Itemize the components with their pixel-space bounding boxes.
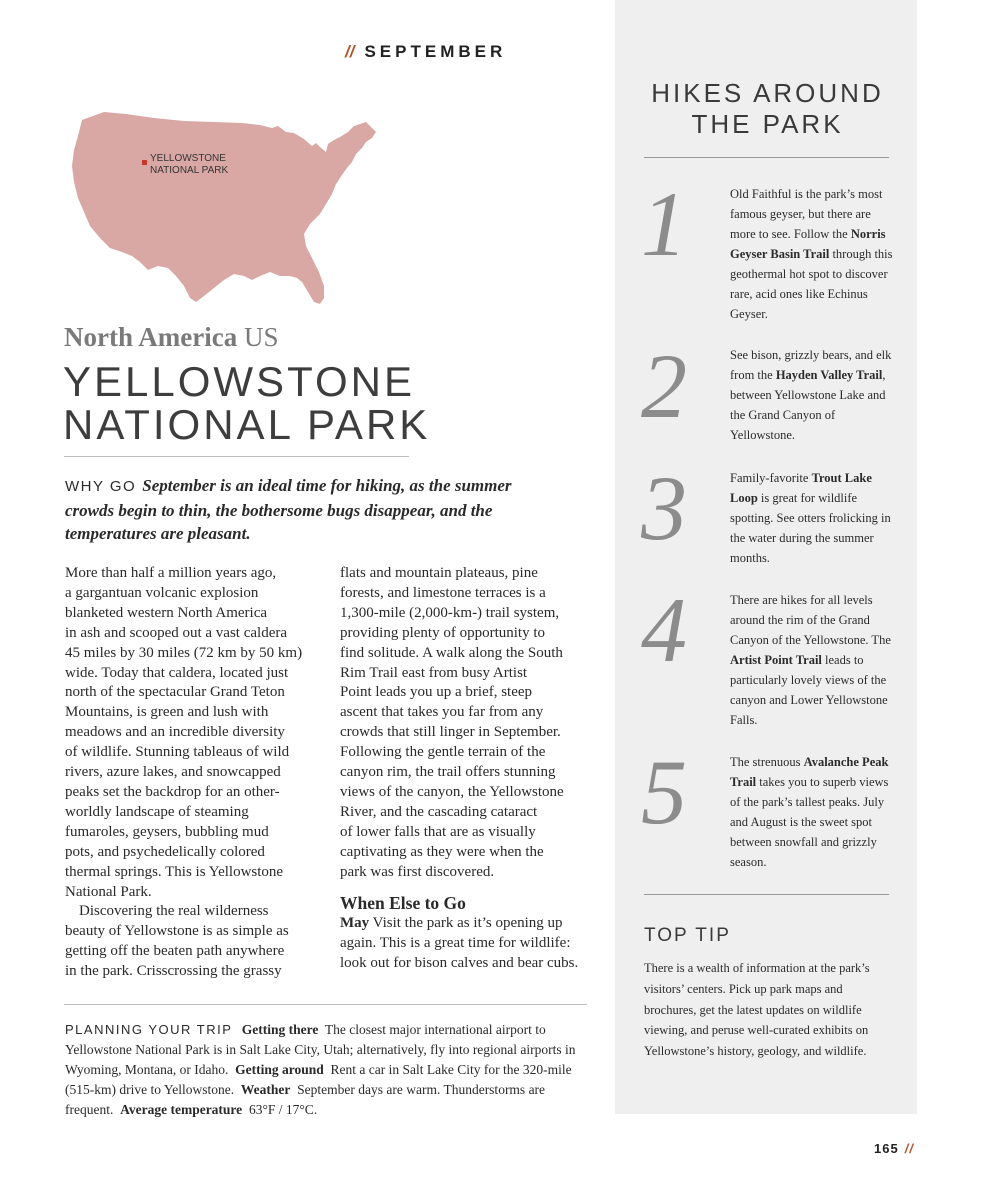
sidebar-divider-bottom [644,894,889,895]
text-line: Following the gentle terrain of the [340,744,546,761]
text-line: getting off the beaten path anywhere [65,943,285,960]
getting-around-text: Rent a car in Salt Lake City for the 320-mile (515-km) drive to Yellowstone. [65,1062,572,1097]
text-line: 45 miles by 30 miles (72 km by 50 km) [65,644,303,661]
country-name: US [243,322,279,352]
hike-text-pre: See bison, grizzly bears, and elk from the [730,348,892,382]
text-line: park was first discovered. [340,863,495,880]
body-column-1 [65,564,315,982]
page-title-line1: YELLOWSTONE [63,358,415,405]
hike-item-3 [730,468,895,568]
text-line: pots, and psychedelically colored [65,843,265,860]
weather-text: September days are warm. Thunderstorms are frequent. [65,1082,546,1117]
header-slashes: // [345,42,355,61]
text-line: meadows and an incredible diversity [65,724,285,741]
text-line: peaks set the backdrop for an other- [65,783,280,800]
hike-number-4: 4 [641,579,687,681]
map-label [150,153,228,177]
text-line: look out for bison calves and bear cubs. [340,955,579,972]
text-line: flats and mountain plateaus, pine [340,565,538,581]
when-month: May [340,915,370,932]
planning-divider [64,1004,587,1005]
text-line: north of the spectacular Grand Teton [65,684,285,701]
hike-trail-name: Artist Point Trail [730,653,822,667]
hike-text-post: takes you to superb views of the park’s tallest peaks. July and August is the sweet spot between snowfall and grizzly season. [730,775,889,869]
region-name: North America [64,322,238,352]
month-label: SEPTEMBER [364,42,507,61]
hike-item-5 [730,752,895,872]
getting-around-label: Getting around [235,1062,324,1077]
getting-there-label: Getting there [241,1022,319,1037]
region-heading [64,322,278,353]
avg-temp-label: Average temperature [120,1102,243,1117]
page-number-slashes: // [904,1141,914,1156]
hike-number-1: 1 [641,173,687,275]
text-line: providing plenty of opportunity to [340,624,545,641]
map-label-line2: NATIONAL PARK [150,165,229,176]
page-number [874,1141,914,1156]
planning-your-trip [65,1020,585,1120]
text-line: crowds that still linger in September. [340,724,561,741]
text-line: forests, and limestone terraces is a [340,584,546,601]
body-column-2 [340,564,592,974]
why-go-intro [65,474,555,546]
why-go-text: September is an ideal time for hiking, as the summer crowds begin to thin, the bothersome bugs disappear, and the temperatures are pleasant. [65,476,512,543]
hike-text-post: through this geothermal hot spot to discover rare, acid ones like Echinus Geyser. [730,247,893,321]
hike-text-post: is great for wildlife spotting. See otters frolicking in the water during the summer months. [730,491,891,565]
hike-trail-name: Hayden Valley Trail [775,368,883,382]
hike-text-pre: Old Faithful is the park’s most famous geyser, but there are more to see. Follow the [730,187,883,241]
top-tip-text: There is a wealth of information at the park’s visitors’ centers. Pick up park maps and brochures, get the latest updates on wildlife viewing, and peruse well-curated exhibits on Yellowstone’s history, geology, and wildlife. [644,961,870,1059]
text-line: More than half a million years ago, [65,565,277,581]
page-title [63,360,430,446]
text-line: worldly landscape of steaming [65,803,249,820]
map-label-line1: YELLOWSTONE [150,153,226,164]
text-line: Point leads you up a brief, steep [340,684,533,701]
hike-trail-name: Avalanche Peak Trail [730,755,889,789]
title-divider [64,456,409,457]
sidebar-divider-top [644,157,889,158]
section-header [345,42,506,62]
hike-item-1 [730,184,895,324]
text-line: again. This is a great time for wildlife: [340,935,571,952]
why-go-label: WHY GO [65,478,137,495]
text-line: River, and the cascading cataract [340,803,538,820]
body-paragraph-2-continued [340,564,592,883]
text-line: blanketed western North America [65,604,268,621]
text-line: of wildlife. Stunning tableaus of wild [65,744,290,761]
page-title-line2: NATIONAL PARK [63,401,431,448]
body-paragraph-2 [65,902,315,982]
hike-text-post: , between Yellowstone Lake and the Grand Canyon of Yellowstone. [730,368,886,442]
text-line: a gargantuan volcanic explosion [65,584,259,601]
text-line: Mountains, is green and lush with [65,704,269,721]
text-line: Discovering the real wilderness [79,903,269,920]
when-else-heading: When Else to Go [340,892,466,913]
text-line: views of the canyon, the Yellowstone [340,783,564,800]
page-number-value: 165 [874,1141,899,1156]
hike-number-2: 2 [641,335,687,437]
text-line: in the park. Crisscrossing the grassy [65,963,282,980]
body-paragraph-1 [65,564,315,902]
sidebar-title [640,78,895,140]
hike-text-pre: There are hikes for all levels around the rim of the Grand Canyon of the Yellowstone. The [730,593,891,647]
text-line: find solitude. A walk along the South [340,644,563,661]
top-tip-heading: TOP TIP [644,925,731,946]
avg-temp-text: 63°F / 17°C. [248,1102,318,1117]
text-line: Visit the park as it’s opening up [369,915,563,932]
text-line: of lower falls that are as visually [340,823,536,840]
us-map-land [72,112,376,304]
hike-number-5: 5 [641,741,687,843]
planning-label: PLANNING YOUR TRIP [65,1022,233,1037]
text-line: fumaroles, geysers, bubbling mud [65,823,269,840]
hike-text-pre: The strenuous [730,755,804,769]
weather-label: Weather [240,1082,291,1097]
sidebar-title-line1: HIKES AROUND [651,78,884,108]
text-line: thermal springs. This is Yellowstone [65,863,284,880]
text-line: rivers, azure lakes, and snowcapped [65,764,281,781]
text-line: National Park. [65,883,152,900]
hike-text-post: leads to particularly lovely views of the canyon and Lower Yellowstone Falls. [730,653,888,727]
hike-trail-name: Norris Geyser Basin Trail [730,227,886,261]
text-line: Rim Trail east from busy Artist [340,664,528,681]
sidebar-title-line2: THE PARK [691,109,844,139]
when-else-text [340,914,592,974]
text-line: 1,300-mile (2,000-km-) trail system, [340,604,560,621]
hike-trail-name: Trout Lake Loop [730,471,872,505]
us-map [64,106,384,312]
text-line: in ash and scooped out a vast caldera [65,624,288,641]
text-line: canyon rim, the trail offers stunning [340,764,556,781]
hike-text-pre: Family-favorite [730,471,812,485]
yellowstone-marker [142,160,147,165]
hike-item-4 [730,590,895,730]
getting-there-text: The closest major international airport to Yellowstone National Park is in Salt Lake City, Utah; alternatively, fly into regional airports in Wyoming, Montana, or Idaho. [65,1022,576,1077]
hike-item-2 [730,345,895,445]
text-line: ascent that takes you far from any [340,704,544,721]
text-line: wide. Today that caldera, located just [65,664,289,681]
hike-number-3: 3 [641,457,687,559]
text-line: beauty of Yellowstone is as simple as [65,923,289,940]
text-line: captivating as they were when the [340,843,544,860]
